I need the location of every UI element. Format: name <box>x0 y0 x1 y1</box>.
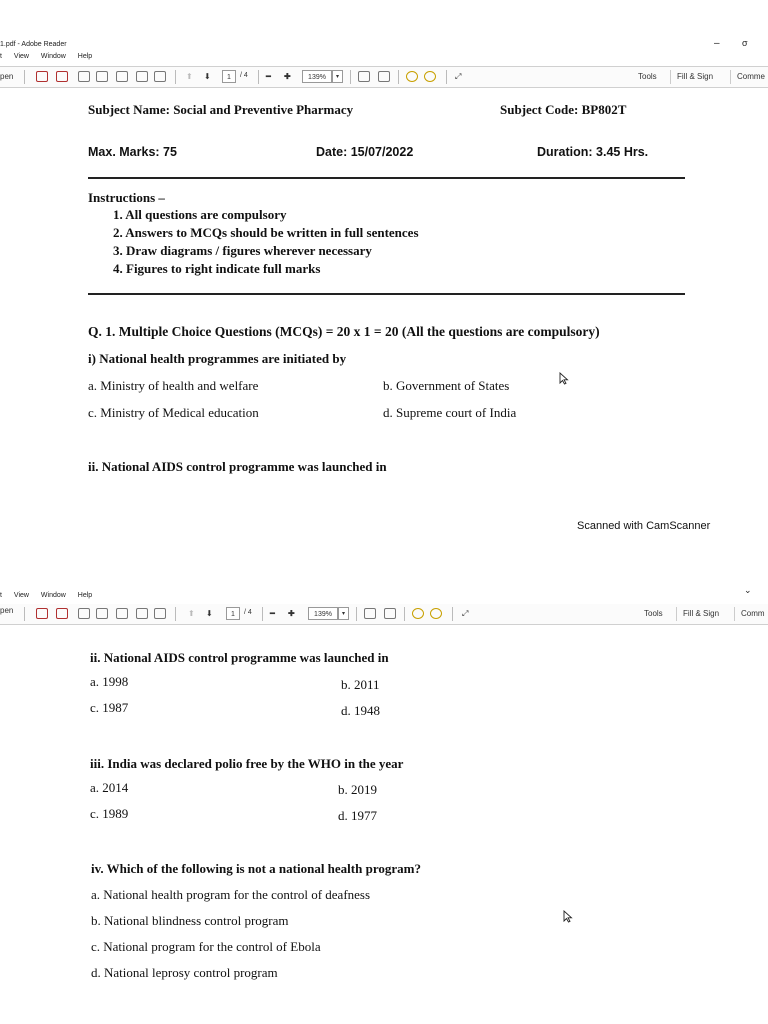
instruction-item: 1. All questions are compulsory <box>113 207 287 222</box>
page-number-input[interactable]: 1 <box>222 70 236 83</box>
email-icon[interactable] <box>154 71 166 82</box>
option-d: d. 1977 <box>338 808 377 823</box>
cloud-icon[interactable] <box>96 608 108 619</box>
menu-window[interactable]: Window <box>40 592 66 599</box>
email-icon[interactable] <box>154 608 166 619</box>
menu-bar <box>0 53 768 65</box>
title-bar <box>0 30 768 49</box>
open-button[interactable]: pen <box>0 606 14 615</box>
option-c: c. National program for the control of Ebola <box>91 939 321 954</box>
divider <box>88 293 685 295</box>
comment-icon[interactable] <box>412 608 424 619</box>
cloud-icon[interactable] <box>96 71 108 82</box>
prev-page-icon[interactable]: ⬆ <box>186 72 193 81</box>
zoom-in-icon[interactable]: ✚ <box>284 72 291 81</box>
zoom-dropdown-icon[interactable]: ▾ <box>338 607 349 620</box>
edit-icon[interactable] <box>78 71 90 82</box>
instruction-item: 3. Draw diagrams / figures wherever necessary <box>113 243 372 258</box>
menu-help[interactable]: Help <box>77 53 93 60</box>
toolbar <box>0 604 768 625</box>
question-1: i) National health programmes are initiated by <box>88 351 347 366</box>
screenshot-top <box>0 30 768 480</box>
comment-button[interactable]: Comm <box>734 607 768 621</box>
option-c: c. Ministry of Medical education <box>88 405 259 420</box>
menu-bar <box>0 592 768 604</box>
fit-page-icon[interactable] <box>358 71 370 82</box>
menu-edit[interactable]: t <box>0 53 2 60</box>
toolbar <box>0 66 768 88</box>
scanner-watermark: Scanned with CamScanner <box>577 520 711 532</box>
subject-name: Subject Name: Social and Preventive Pharmacy <box>88 102 354 117</box>
option-b: b. 2011 <box>341 677 380 692</box>
chevron-down-icon[interactable]: ⌄ <box>744 585 752 595</box>
option-c: c. 1989 <box>90 806 129 821</box>
max-marks: Max. Marks: 75 <box>88 145 177 159</box>
zoom-out-icon[interactable]: ━ <box>266 72 271 81</box>
zoom-input[interactable]: 139% <box>308 607 338 620</box>
menu-window[interactable]: Window <box>40 53 66 60</box>
page-total: / 4 <box>244 609 252 616</box>
zoom-dropdown-icon[interactable]: ▾ <box>332 70 343 83</box>
full-screen-icon[interactable] <box>384 608 396 619</box>
instructions-title: Instructions – <box>88 190 165 205</box>
print-icon[interactable] <box>136 71 148 82</box>
instruction-item: 4. Figures to right indicate full marks <box>113 261 321 276</box>
option-c: c. 1987 <box>90 700 129 715</box>
zoom-in-icon[interactable]: ✚ <box>288 609 295 618</box>
divider <box>88 177 685 179</box>
question-3: iii. India was declared polio free by the WHO in the year <box>90 756 404 771</box>
minimize-button[interactable]: – <box>714 38 720 49</box>
instruction-item: 2. Answers to MCQs should be written in full sentences <box>113 225 419 240</box>
option-d: d. National leprosy control program <box>91 965 278 980</box>
export-pdf-icon[interactable] <box>56 71 68 82</box>
create-pdf-icon[interactable] <box>36 71 48 82</box>
create-pdf-icon[interactable] <box>36 608 48 619</box>
option-a: a. 1998 <box>90 674 129 689</box>
save-icon[interactable] <box>116 608 128 619</box>
comment-button[interactable]: Comme <box>730 70 768 84</box>
option-b: b. National blindness control program <box>91 913 289 928</box>
menu-edit[interactable]: t <box>0 592 2 599</box>
question-2: ii. National AIDS control programme was launched in <box>90 650 389 665</box>
option-b: b. Government of States <box>383 378 510 393</box>
subject-code: Subject Code: BP802T <box>500 102 627 117</box>
export-pdf-icon[interactable] <box>56 608 68 619</box>
open-button[interactable]: pen <box>0 72 14 81</box>
fill-sign-button[interactable]: Fill & Sign <box>676 607 725 621</box>
menu-view[interactable]: View <box>13 592 29 599</box>
mouse-cursor-icon <box>563 910 573 923</box>
option-a: a. National health program for the control of deafness <box>91 887 371 902</box>
next-page-icon[interactable]: ⬇ <box>204 72 211 81</box>
next-page-icon[interactable]: ⬇ <box>206 609 213 618</box>
screenshot-bottom <box>0 585 768 1005</box>
edit-icon[interactable] <box>78 608 90 619</box>
question-4: iv. Which of the following is not a national health program? <box>91 861 421 876</box>
page-total: / 4 <box>240 72 248 79</box>
exam-date: Date: 15/07/2022 <box>316 145 414 159</box>
zoom-input[interactable]: 139% <box>302 70 332 83</box>
window-title: 1.pdf - Adobe Reader <box>0 41 67 48</box>
expand-icon[interactable]: ⤢ <box>455 72 462 81</box>
question-2-partial: ii. National AIDS control programme was launched in <box>88 459 387 474</box>
zoom-out-icon[interactable]: ━ <box>270 609 275 618</box>
save-icon[interactable] <box>116 71 128 82</box>
mouse-cursor-icon <box>559 372 569 385</box>
comment-icon[interactable] <box>406 71 418 82</box>
option-a: a. 2014 <box>90 780 129 795</box>
page-number-input[interactable]: 1 <box>226 607 240 620</box>
print-icon[interactable] <box>136 608 148 619</box>
section-title: Q. 1. Multiple Choice Questions (MCQs) = 20 x 1 = 20 (All the questions are compulsory) <box>88 324 600 339</box>
menu-view[interactable]: View <box>13 53 29 60</box>
restore-button[interactable]: σ <box>742 38 748 48</box>
fill-sign-button[interactable]: Fill & Sign <box>670 70 719 84</box>
option-d: d. Supreme court of India <box>383 405 517 420</box>
option-b: b. 2019 <box>338 782 377 797</box>
fit-page-icon[interactable] <box>364 608 376 619</box>
expand-icon[interactable]: ⤢ <box>462 609 469 618</box>
exam-duration: Duration: 3.45 Hrs. <box>537 145 649 159</box>
prev-page-icon[interactable]: ⬆ <box>188 609 195 618</box>
option-d: d. 1948 <box>341 703 380 718</box>
full-screen-icon[interactable] <box>378 71 390 82</box>
tools-button[interactable]: Tools <box>644 609 663 618</box>
highlight-icon[interactable] <box>424 71 436 82</box>
option-a: a. Ministry of health and welfare <box>88 378 259 393</box>
tools-button[interactable]: Tools <box>638 72 657 81</box>
menu-help[interactable]: Help <box>77 592 93 599</box>
highlight-icon[interactable] <box>430 608 442 619</box>
